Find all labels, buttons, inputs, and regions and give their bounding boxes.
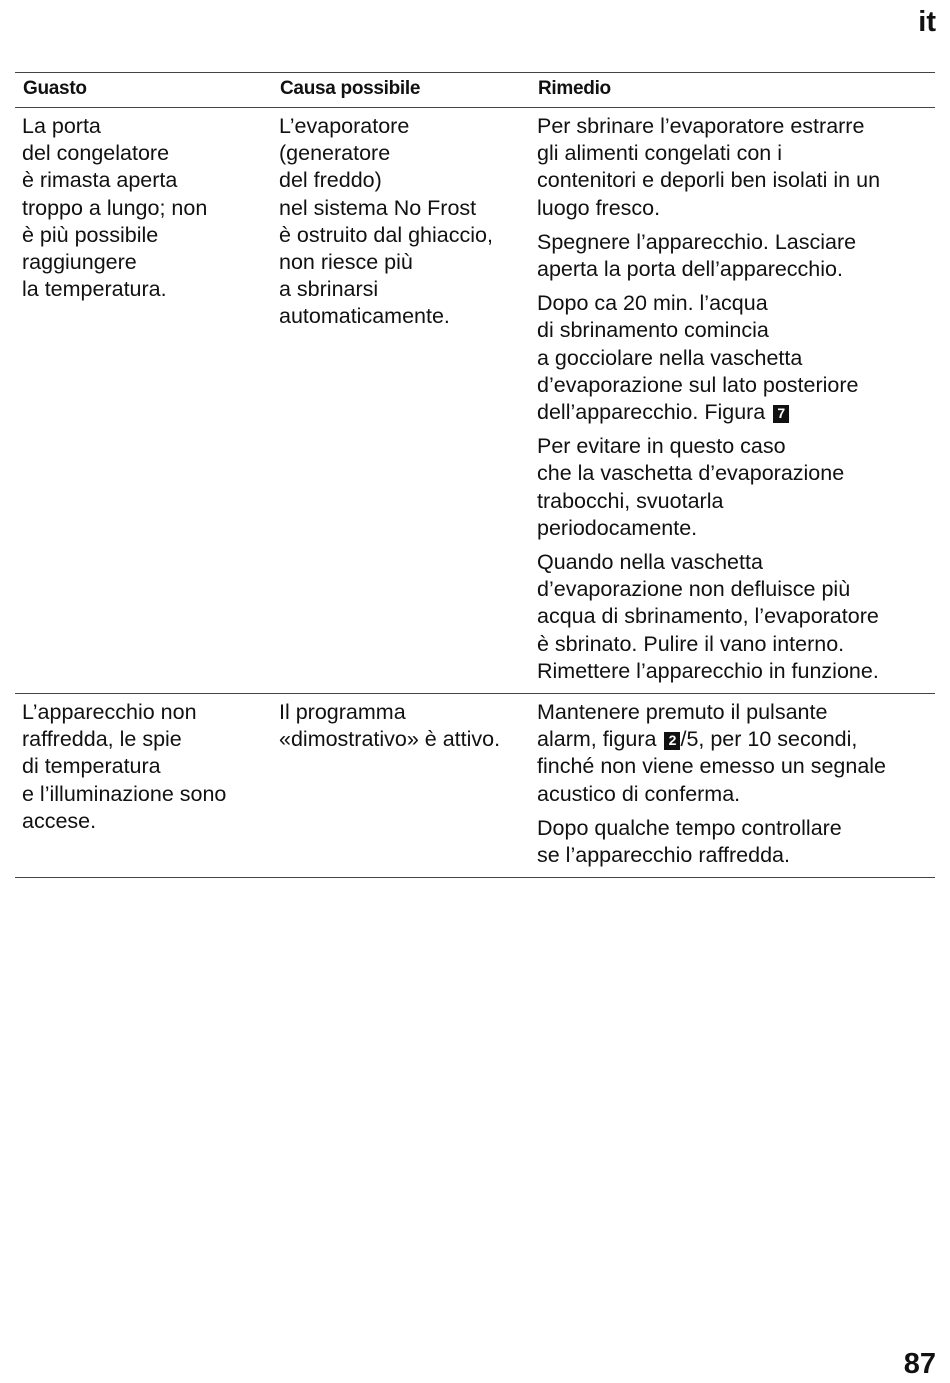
remedy-paragraph: Per evitare in questo caso che la vaschetta d’evaporazione trabocchi, svuotarla periodocamente. [537,434,845,540]
fault-cell [15,694,272,878]
table-row [15,694,935,878]
cause-cell [272,108,530,694]
cause-text: L’evaporatore (generatore del freddo) nel sistema No Frost è ostruito dal ghiaccio, non riesce più a sbrinarsi automaticamente. [279,114,493,329]
remedy-cell [530,108,935,694]
column-header-remedy: Rimedio [530,73,935,108]
remedy-text: Dopo ca 20 min. l’acqua di sbrinamento comincia a gocciolare nella vaschetta d’evaporazione sul lato posteriore dell’apparecchio. Figura [537,291,859,425]
remedy-paragraph: Quando nella vaschetta d’evaporazione non defluisce più acqua di sbrinamento, l’evaporatore è sbrinato. Pulire il vano interno. Rimettere l’apparecchio in funzione. [537,550,879,683]
troubleshooting-table [15,72,935,878]
table-header-row [15,73,935,108]
remedy-paragraph: Dopo qualche tempo controllare se l’apparecchio raffredda. [537,815,842,868]
cause-cell [272,694,530,878]
remedy-cell [530,694,935,878]
table-row [15,108,935,694]
figure-reference-badge: 7 [773,405,789,423]
column-header-cause: Causa possibile [272,73,530,108]
figure-reference-badge: 2 [664,732,680,750]
remedy-paragraph: Per sbrinare l’evaporatore estrarre gli alimenti congelati con i contenitori e deporli ben isolati in un luogo fresco. [537,114,881,220]
remedy-paragraph [537,290,935,426]
remedy-text: Mantenere premuto il pulsante alarm, figura [537,700,828,752]
remedy-text: /5, per 10 secondi, finché non viene emesso un segnale acustico di conferma. [537,727,887,806]
fault-text: La porta del congelatore è rimasta aperta troppo a lungo; non è più possibile raggiungere la temperatura. [22,114,208,302]
language-tag: it [918,6,936,38]
cause-text: Il programma «dimostrativo» è attivo. [279,700,501,752]
remedy-paragraph: Spegnere l’apparecchio. Lasciare aperta la porta dell’apparecchio. [537,229,857,282]
column-header-fault: Guasto [15,73,272,108]
page-number: 87 [903,1348,936,1380]
remedy-paragraph [537,699,935,808]
fault-cell [15,108,272,694]
fault-text: L’apparecchio non raffredda, le spie di temperatura e l’illuminazione sono accese. [22,700,227,833]
